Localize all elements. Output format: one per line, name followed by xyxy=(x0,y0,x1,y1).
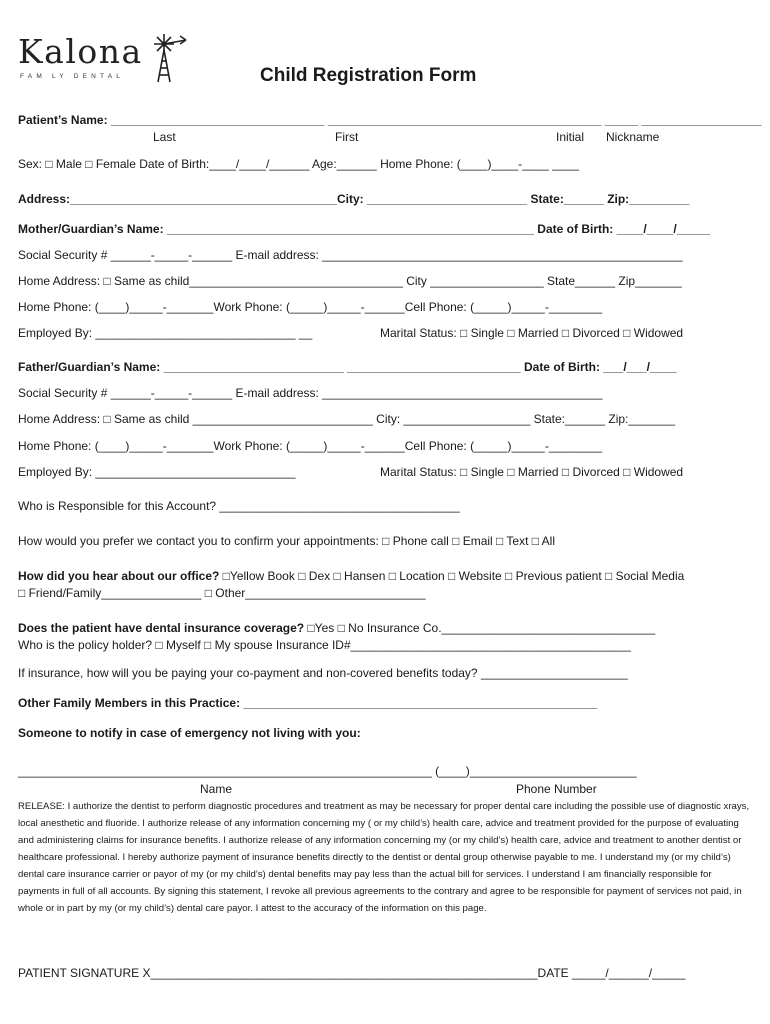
father-marital-status[interactable]: Marital Status: □ Single □ Married □ Divorced □ Widowed xyxy=(380,465,684,479)
logo-wordmark: Kalona xyxy=(18,32,143,71)
mother-name-row[interactable]: Mother/Guardian’s Name: _______________________________________________________ Date of Birth: ____/____/_____ xyxy=(18,222,711,236)
referral-question: How did you hear about our office? xyxy=(18,569,220,583)
mother-phone-row[interactable]: Home Phone: (____)_____-_______Work Phone: (_____)_____-______Cell Phone: (_____)_____-________ xyxy=(18,300,603,314)
policy-holder-row[interactable]: Who is the policy holder? □ Myself □ My spouse Insurance ID#__________________________________________ xyxy=(18,638,631,652)
mother-ssn-row[interactable]: Social Security # ______-_____-______ E-mail address: ______________________________________________________ xyxy=(18,248,683,262)
patient-nickname-label: Nickname xyxy=(606,130,660,144)
patient-last-label: Last xyxy=(153,130,176,144)
release-paragraph: RELEASE: I authorize the dentist to perform diagnostic procedures and treatment as may be necessary for proper dental care including the possible use of diagnostic xrays, local anesthetic and fluoride. I authorize release of any information concerning my ( or my child’s) health care, advice and treatment provided for the purpose of evaluating and administering claims for insurance benefits. I authorize release of any information concerning my (or my child’s) health care, advice and treatment to another dentist or healthcare professional. I hereby authorize payment of insurance benefits directly to the dentist or dental group otherwise payable to me. I understand my (or my child’s) dental care insurance carrier or payor of my (or my child’s) dental benefits may pay less than the actual bill for services. I understand I am financially responsible for payments in full of all accounts. By signing this statement, I revoke all previous agreements to the contrary and agree to be responsible for payment of services not paid, in whole or in part by my (or my child’s) dental care payor. I attest to the accuracy of the information on this page. xyxy=(18,801,750,914)
referral-options[interactable]: □Yellow Book □ Dex □ Hansen □ Location □ Website □ Previous patient □ Social Media xyxy=(219,569,685,583)
patient-initial-label: Initial xyxy=(556,130,585,144)
page-title: Child Registration Form xyxy=(260,65,477,86)
signature-date-row[interactable]: PATIENT SIGNATURE X__________________________________________________________DATE _____/______/_____ xyxy=(18,966,686,980)
referral-source-row[interactable] xyxy=(18,569,684,583)
emergency-heading: Someone to notify in case of emergency not living with you: xyxy=(18,726,361,740)
responsible-row[interactable]: Who is Responsible for this Account? ____________________________________ xyxy=(18,499,460,513)
insurance-row[interactable] xyxy=(18,621,655,635)
patient-first-label: First xyxy=(335,130,359,144)
patient-name-field[interactable]: Patient’s Name: ________________________________ _________________________________________ _____ __________________ xyxy=(18,113,762,127)
insurance-question: Does the patient have dental insurance coverage? xyxy=(18,621,305,635)
emergency-contact-line[interactable]: ______________________________________________________________ (____)_________________________ xyxy=(18,764,637,778)
windmill-logo-icon xyxy=(150,28,190,84)
logo-subtitle: FAM LY DENTAL xyxy=(20,73,125,80)
father-ssn-row[interactable]: Social Security # ______-_____-______ E-mail address: __________________________________________ xyxy=(18,386,603,400)
father-name-row[interactable]: Father/Guardian’s Name: ___________________________ __________________________ Date of Birth: ___/___/____ xyxy=(18,360,677,374)
father-home-address-row[interactable]: Home Address: □ Same as child ___________________________ City: ___________________ State:______ Zip:_______ xyxy=(18,412,676,426)
father-phone-row[interactable]: Home Phone: (____)_____-_______Work Phone: (_____)_____-______Cell Phone: (_____)_____-________ xyxy=(18,439,603,453)
insurance-options[interactable]: □Yes □ No Insurance Co.________________________________ xyxy=(304,621,656,635)
father-employed-field[interactable]: Employed By: ______________________________ xyxy=(18,465,296,479)
mother-marital-status[interactable]: Marital Status: □ Single □ Married □ Divorced □ Widowed xyxy=(380,326,684,340)
mother-home-address-row[interactable]: Home Address: □ Same as child________________________________ City _________________ State______ Zip_______ xyxy=(18,274,682,288)
copay-row[interactable]: If insurance, how will you be paying your co-payment and non-covered benefits today? ______________________ xyxy=(18,666,628,680)
mother-employed-field[interactable]: Employed By: ______________________________ __ xyxy=(18,326,313,340)
other-family-row[interactable]: Other Family Members in this Practice: _____________________________________________________ xyxy=(18,696,598,710)
referral-other-row[interactable]: □ Friend/Family_______________ □ Other___________________________ xyxy=(18,586,426,600)
sex-dob-row[interactable]: Sex: □ Male □ Female Date of Birth:____/____/______ Age:______ Home Phone: (____)____-____ ____ xyxy=(18,157,579,171)
emergency-name-label: Name xyxy=(200,782,233,796)
address-row[interactable]: Address:________________________________________City: ________________________ State:______ Zip:_________ xyxy=(18,192,690,206)
emergency-phone-label: Phone Number xyxy=(516,782,597,796)
contact-preference-row[interactable]: How would you prefer we contact you to confirm your appointments: □ Phone call □ Email □ Text □ All xyxy=(18,534,556,548)
